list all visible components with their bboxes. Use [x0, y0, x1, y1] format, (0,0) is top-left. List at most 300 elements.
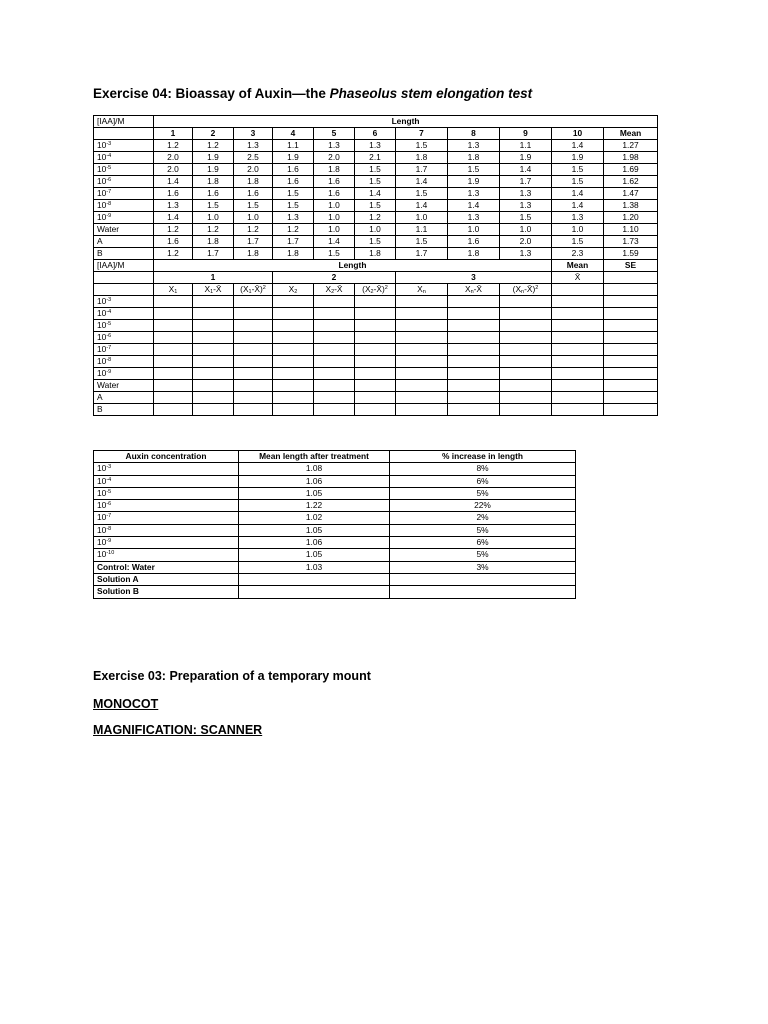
stat-subheader	[234, 284, 273, 296]
empty-cell	[154, 392, 193, 404]
subheader-tail: -X̄	[334, 284, 343, 294]
mean-length-cell: 1.03	[239, 561, 390, 573]
length-value-cell: 1.2	[273, 224, 314, 236]
empty-cell	[234, 332, 273, 344]
empty-cell	[273, 320, 314, 332]
concentration-base: 10	[97, 475, 107, 486]
concentration-base: 10	[97, 212, 107, 222]
empty-cell	[448, 356, 500, 368]
length-header-2: Length	[154, 260, 552, 272]
mean-cell: 1.69	[604, 164, 658, 176]
raw-length-table	[93, 115, 658, 416]
empty-cell	[355, 320, 396, 332]
column-header: 5	[314, 128, 355, 140]
concentration-exponent: -5	[106, 488, 112, 495]
mean-length-cell: 1.22	[239, 500, 390, 512]
empty-cell	[448, 320, 500, 332]
empty-cell	[314, 344, 355, 356]
subheader-tail: -X̄	[473, 284, 483, 294]
empty-cell	[94, 284, 154, 296]
empty-cell	[193, 368, 234, 380]
empty-cell	[154, 344, 193, 356]
subheader-subscript: n	[470, 289, 474, 295]
empty-cell	[193, 404, 234, 416]
empty-cell	[355, 392, 396, 404]
percent-increase-cell: 5%	[390, 549, 576, 561]
length-value-cell: 1.5	[448, 164, 500, 176]
length-value-cell: 1.6	[448, 236, 500, 248]
column-header: 1	[154, 128, 193, 140]
stats-subheader-row	[94, 284, 658, 296]
concentration-cell	[94, 224, 154, 236]
empty-cell	[448, 332, 500, 344]
subheader-main: X	[168, 284, 175, 294]
mean-length-cell: 1.05	[239, 549, 390, 561]
subheader-subscript: 2	[370, 289, 374, 295]
length-value-cell: 1.9	[500, 152, 552, 164]
concentration-base: 10	[97, 176, 107, 186]
stat-subheader	[355, 284, 396, 296]
empty-cell	[193, 344, 234, 356]
concentration-cell	[94, 236, 154, 248]
length-value-cell: 1.9	[193, 164, 234, 176]
table-row	[94, 248, 658, 260]
length-value-cell: 1.8	[234, 248, 273, 260]
concentration-exponent: -4	[106, 153, 112, 159]
length-value-cell: 1.3	[448, 140, 500, 152]
subheader-subscript: 1	[210, 289, 214, 295]
concentration-base: A	[97, 236, 103, 246]
length-value-cell: 1.4	[314, 236, 355, 248]
concentration-exponent: -10	[106, 550, 115, 557]
empty-cell	[234, 320, 273, 332]
empty-cell	[604, 380, 658, 392]
stat-subheader	[273, 284, 314, 296]
empty-cell	[500, 356, 552, 368]
concentration-cell	[94, 524, 239, 536]
empty-cell	[94, 272, 154, 284]
length-value-cell: 1.4	[154, 212, 193, 224]
concentration-cell	[94, 212, 154, 224]
subheader-subscript: 2	[331, 289, 335, 295]
subheader-square: 2	[262, 285, 266, 291]
concentration-base: Water	[97, 380, 120, 390]
length-value-cell: 2.3	[552, 248, 604, 260]
title-italic: Phaseolus stem elongation test	[329, 86, 533, 101]
empty-cell	[396, 368, 448, 380]
length-value-cell: 1.2	[154, 140, 193, 152]
empty-cell	[396, 392, 448, 404]
empty-cell	[552, 332, 604, 344]
subheader-main: X	[417, 284, 423, 294]
length-value-cell: 1.8	[355, 248, 396, 260]
length-value-cell: 1.3	[234, 140, 273, 152]
length-value-cell: 1.3	[500, 248, 552, 260]
table-row	[94, 308, 658, 320]
empty-cell	[273, 404, 314, 416]
empty-cell	[355, 356, 396, 368]
subheader-subscript: 2	[294, 289, 298, 295]
empty-cell	[500, 380, 552, 392]
percent-increase-cell: 6%	[390, 537, 576, 549]
length-value-cell: 1.5	[273, 200, 314, 212]
length-value-cell: 1.8	[314, 164, 355, 176]
empty-cell	[234, 308, 273, 320]
length-value-cell: 1.0	[396, 212, 448, 224]
length-value-cell: 1.3	[448, 212, 500, 224]
concentration-base: Control: Water	[97, 561, 155, 572]
empty-cell	[604, 332, 658, 344]
stat-subheader	[396, 284, 448, 296]
empty-cell	[448, 368, 500, 380]
length-value-cell: 1.6	[273, 176, 314, 188]
column-header: 2	[193, 128, 234, 140]
length-value-cell: 1.0	[355, 224, 396, 236]
empty-cell	[448, 308, 500, 320]
summary-column-header: Mean length after treatment	[239, 451, 390, 463]
concentration-cell	[94, 573, 239, 585]
length-value-cell: 1.7	[500, 176, 552, 188]
table-row	[94, 549, 576, 561]
table-row	[94, 236, 658, 248]
percent-increase-cell: 22%	[390, 500, 576, 512]
header-row-length	[94, 116, 658, 128]
length-value-cell: 1.8	[448, 248, 500, 260]
concentration-base: 10	[97, 296, 107, 306]
concentration-exponent: -7	[106, 513, 112, 520]
stat-subheader	[314, 284, 355, 296]
table-row	[94, 224, 658, 236]
length-value-cell: 1.6	[314, 176, 355, 188]
empty-cell	[604, 296, 658, 308]
length-value-cell: 1.5	[273, 188, 314, 200]
stats-header-row	[94, 260, 658, 272]
length-value-cell: 2.0	[314, 152, 355, 164]
concentration-cell	[94, 176, 154, 188]
table-row	[94, 392, 658, 404]
empty-cell	[314, 404, 355, 416]
subheader-subscript: 1	[248, 289, 252, 295]
concentration-exponent: -7	[106, 345, 112, 351]
percent-increase-cell	[390, 586, 576, 598]
length-value-cell: 1.3	[500, 200, 552, 212]
group-label: 1	[154, 272, 273, 284]
empty-cell	[500, 296, 552, 308]
concentration-cell	[94, 308, 154, 320]
length-value-cell: 2.0	[154, 164, 193, 176]
concentration-exponent: -6	[106, 333, 112, 339]
concentration-base: A	[97, 392, 103, 402]
empty-cell	[355, 332, 396, 344]
mean-length-cell	[239, 586, 390, 598]
length-value-cell: 1.5	[314, 248, 355, 260]
length-value-cell: 1.6	[314, 188, 355, 200]
concentration-cell	[94, 537, 239, 549]
length-value-cell: 1.1	[396, 224, 448, 236]
concentration-base: 10	[97, 487, 107, 498]
mean-length-cell: 1.08	[239, 463, 390, 475]
empty-cell	[396, 404, 448, 416]
empty-cell	[500, 320, 552, 332]
table-row	[94, 152, 658, 164]
length-value-cell: 1.2	[234, 224, 273, 236]
length-value-cell: 2.0	[154, 152, 193, 164]
empty-cell	[552, 368, 604, 380]
empty-cell	[355, 368, 396, 380]
subheader-main: (X	[240, 284, 249, 294]
concentration-base: 10	[97, 152, 107, 162]
empty-cell	[552, 392, 604, 404]
table-row	[94, 573, 576, 585]
concentration-cell	[94, 152, 154, 164]
concentration-base: 10	[97, 524, 107, 535]
concentration-exponent: -5	[106, 321, 112, 327]
empty-cell	[234, 380, 273, 392]
mean-length-cell	[239, 573, 390, 585]
length-value-cell: 1.7	[193, 248, 234, 260]
concentration-exponent: -9	[106, 213, 112, 219]
empty-cell	[604, 272, 658, 284]
length-value-cell: 1.1	[500, 140, 552, 152]
summary-header-row	[94, 451, 576, 463]
empty-cell	[355, 308, 396, 320]
empty-cell	[154, 320, 193, 332]
column-header: 9	[500, 128, 552, 140]
concentration-cell	[94, 561, 239, 573]
empty-cell	[273, 368, 314, 380]
mean-header: Mean	[552, 260, 604, 272]
length-value-cell: 1.5	[355, 176, 396, 188]
empty-cell	[552, 308, 604, 320]
length-value-cell: 1.5	[396, 188, 448, 200]
table-row	[94, 487, 576, 499]
length-value-cell: 1.6	[154, 188, 193, 200]
subheader-subscript: n	[422, 289, 426, 295]
concentration-cell	[94, 356, 154, 368]
table-row	[94, 212, 658, 224]
mean-length-cell: 1.06	[239, 537, 390, 549]
length-value-cell: 1.3	[448, 188, 500, 200]
length-value-cell: 1.8	[193, 236, 234, 248]
empty-cell	[500, 404, 552, 416]
concentration-cell	[94, 500, 239, 512]
length-value-cell: 1.5	[552, 164, 604, 176]
title-prefix: Exercise 04: Bioassay of Auxin—the	[93, 86, 330, 101]
concentration-base: 10	[97, 512, 107, 523]
summary-column-header: % increase in length	[390, 451, 576, 463]
length-value-cell: 1.4	[355, 188, 396, 200]
length-value-cell: 1.6	[154, 236, 193, 248]
length-value-cell: 1.0	[448, 224, 500, 236]
subheader-main: (X	[362, 284, 371, 294]
empty-cell	[154, 356, 193, 368]
corner-label-2: [IAA]/M	[94, 260, 154, 272]
empty-cell	[355, 380, 396, 392]
subheader-tail: -X̄)	[251, 284, 263, 294]
table-row	[94, 296, 658, 308]
table-row	[94, 463, 576, 475]
length-value-cell: 1.7	[396, 248, 448, 260]
empty-cell	[500, 392, 552, 404]
empty-cell	[234, 296, 273, 308]
concentration-exponent: -3	[106, 141, 112, 147]
table-row	[94, 368, 658, 380]
empty-cell	[448, 296, 500, 308]
length-value-cell: 2.5	[234, 152, 273, 164]
percent-increase-cell: 6%	[390, 475, 576, 487]
length-value-cell: 1.0	[500, 224, 552, 236]
concentration-base: Water	[97, 224, 120, 234]
length-value-cell: 1.5	[355, 236, 396, 248]
stat-subheader	[154, 284, 193, 296]
monocot-heading: MONOCOT	[93, 697, 159, 711]
subheader-main: X	[204, 284, 211, 294]
percent-increase-cell: 2%	[390, 512, 576, 524]
concentration-base: 10	[97, 332, 107, 342]
length-value-cell: 1.8	[396, 152, 448, 164]
mean-cell: 1.27	[604, 140, 658, 152]
empty-cell	[396, 356, 448, 368]
concentration-base: B	[97, 248, 103, 258]
mean-length-cell: 1.05	[239, 487, 390, 499]
empty-cell	[273, 332, 314, 344]
length-value-cell: 1.7	[273, 236, 314, 248]
concentration-base: 10	[97, 320, 107, 330]
subheader-square: 2	[535, 285, 539, 291]
empty-cell	[552, 344, 604, 356]
length-value-cell: 1.0	[193, 212, 234, 224]
length-value-cell: 1.8	[273, 248, 314, 260]
table-row	[94, 475, 576, 487]
empty-cell	[314, 332, 355, 344]
empty-cell	[604, 356, 658, 368]
concentration-cell	[94, 320, 154, 332]
empty-cell	[193, 308, 234, 320]
length-value-cell: 1.6	[234, 188, 273, 200]
empty-cell	[500, 344, 552, 356]
group-label: 3	[396, 272, 552, 284]
empty-cell	[604, 344, 658, 356]
mean-cell: 1.10	[604, 224, 658, 236]
table-row	[94, 586, 576, 598]
length-value-cell: 1.4	[500, 164, 552, 176]
percent-increase-cell: 8%	[390, 463, 576, 475]
table-row	[94, 320, 658, 332]
empty-cell	[154, 368, 193, 380]
empty-cell	[193, 380, 234, 392]
empty-cell	[355, 404, 396, 416]
column-header: 8	[448, 128, 500, 140]
empty-cell	[154, 332, 193, 344]
column-header: 6	[355, 128, 396, 140]
empty-cell	[193, 320, 234, 332]
table-row	[94, 356, 658, 368]
length-value-cell: 1.5	[552, 236, 604, 248]
mean-cell: 1.20	[604, 212, 658, 224]
empty-cell	[552, 296, 604, 308]
stat-subheader	[448, 284, 500, 296]
empty-cell	[552, 380, 604, 392]
empty-cell	[396, 344, 448, 356]
empty-cell	[314, 320, 355, 332]
group-label: 2	[273, 272, 396, 284]
empty-cell	[193, 356, 234, 368]
concentration-base: 10	[97, 500, 107, 511]
concentration-cell	[94, 380, 154, 392]
table-row	[94, 512, 576, 524]
empty-cell	[154, 308, 193, 320]
concentration-exponent: -8	[106, 201, 112, 207]
subheader-main: X	[325, 284, 332, 294]
table-row	[94, 140, 658, 152]
magnification-heading: MAGNIFICATION: SCANNER	[93, 723, 263, 737]
mean-length-cell: 1.02	[239, 512, 390, 524]
exercise-03-title: Exercise 03: Preparation of a temporary mount	[93, 669, 371, 683]
length-value-cell: 1.8	[448, 152, 500, 164]
length-value-cell: 1.0	[234, 212, 273, 224]
empty-cell	[355, 344, 396, 356]
empty-cell	[154, 404, 193, 416]
subheader-square: 2	[384, 285, 388, 291]
concentration-exponent: -8	[106, 525, 112, 532]
corner-label: [IAA]/M	[94, 116, 154, 128]
empty-cell	[552, 320, 604, 332]
concentration-base: 10	[97, 164, 107, 174]
empty-cell	[234, 404, 273, 416]
length-value-cell: 1.4	[448, 200, 500, 212]
length-value-cell: 1.0	[552, 224, 604, 236]
empty-cell	[314, 368, 355, 380]
length-value-cell: 1.7	[396, 164, 448, 176]
concentration-cell	[94, 512, 239, 524]
empty-cell	[500, 308, 552, 320]
percent-increase-cell: 3%	[390, 561, 576, 573]
length-value-cell: 1.2	[355, 212, 396, 224]
subheader-tail: -X̄)	[524, 284, 536, 294]
exercise-04-title	[93, 86, 532, 101]
column-header: 3	[234, 128, 273, 140]
concentration-exponent: -5	[106, 165, 112, 171]
length-value-cell: 1.5	[234, 200, 273, 212]
length-value-cell: 1.2	[154, 224, 193, 236]
length-value-cell: 1.3	[552, 212, 604, 224]
empty-cell	[314, 308, 355, 320]
length-value-cell: 1.4	[552, 140, 604, 152]
empty-cell	[273, 308, 314, 320]
empty-cell	[604, 404, 658, 416]
length-value-cell: 2.0	[500, 236, 552, 248]
concentration-cell	[94, 487, 239, 499]
empty-cell	[234, 356, 273, 368]
subheader-tail: -X̄)	[373, 284, 385, 294]
empty-cell	[604, 368, 658, 380]
concentration-cell	[94, 586, 239, 598]
concentration-cell	[94, 344, 154, 356]
stat-subheader	[193, 284, 234, 296]
length-value-cell: 1.4	[396, 176, 448, 188]
concentration-cell	[94, 188, 154, 200]
table-row	[94, 176, 658, 188]
mean-cell: 1.73	[604, 236, 658, 248]
concentration-exponent: -9	[106, 538, 112, 545]
length-header: Length	[154, 116, 658, 128]
summary-column-header: Auxin concentration	[94, 451, 239, 463]
concentration-exponent: -6	[106, 177, 112, 183]
concentration-base: 10	[97, 537, 107, 548]
length-value-cell: 1.3	[273, 212, 314, 224]
table-row	[94, 561, 576, 573]
table-row	[94, 380, 658, 392]
